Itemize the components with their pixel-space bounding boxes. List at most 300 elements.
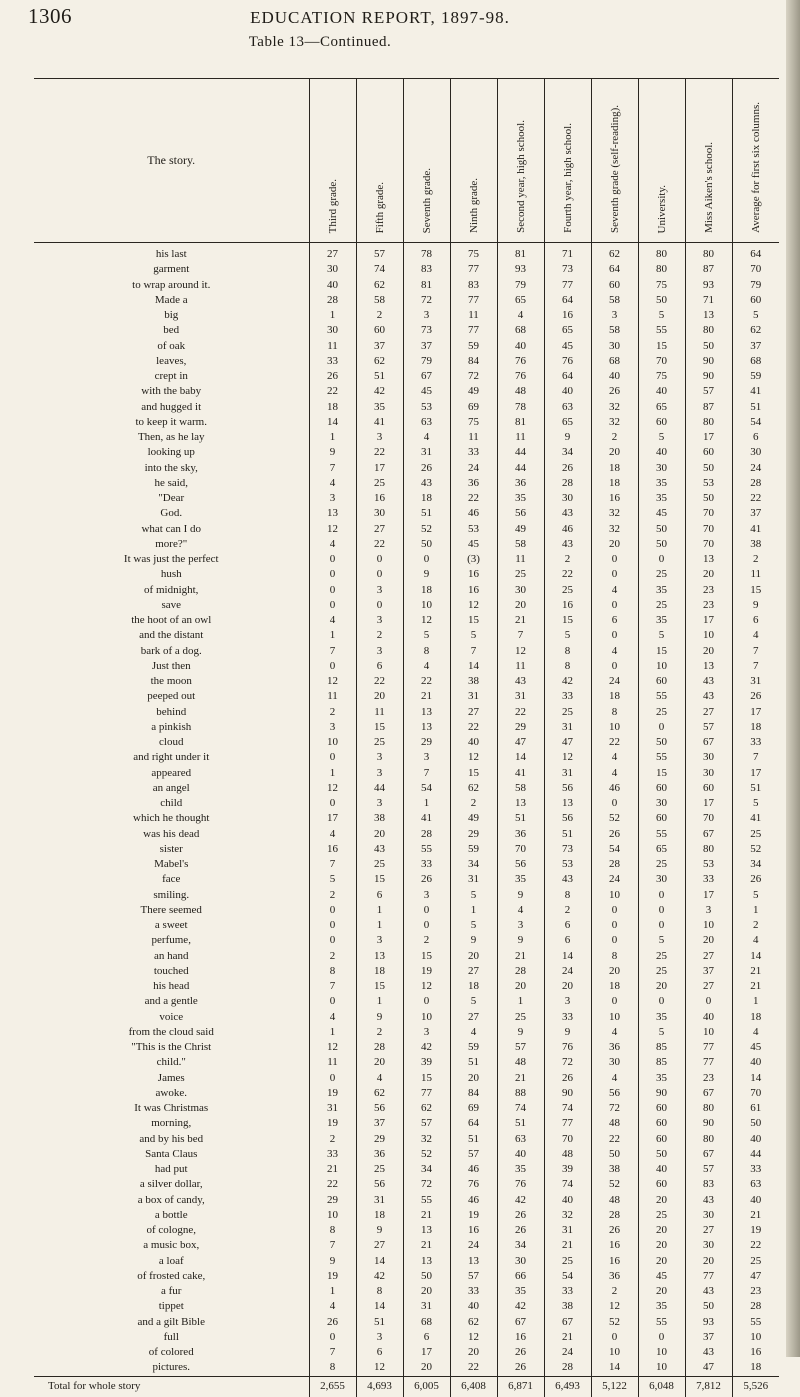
table-cell: 48 — [544, 1147, 591, 1162]
column-header — [544, 79, 591, 243]
column-header — [450, 79, 497, 243]
table-cell: 77 — [544, 1116, 591, 1131]
table-cell: 57 — [685, 720, 732, 735]
story-phrase: a fur — [161, 1285, 182, 1298]
table-cell: 17 — [685, 430, 732, 445]
table-row — [34, 1345, 779, 1360]
table-cell: 64 — [450, 1116, 497, 1131]
table-row — [34, 1360, 779, 1376]
table-cell: 3 — [497, 918, 544, 933]
table-cell: 15 — [732, 583, 779, 598]
table-cell: 21 — [309, 1162, 356, 1177]
table-cell: 0 — [591, 628, 638, 643]
story-phrase: a pinkish — [151, 720, 192, 733]
table-cell: 1 — [732, 903, 779, 918]
table-cell: 90 — [544, 1086, 591, 1101]
table-cell: 60 — [356, 323, 403, 338]
table-cell: 32 — [591, 400, 638, 415]
table-cell: 70 — [497, 842, 544, 857]
table-cell: 55 — [638, 1315, 685, 1330]
table-cell: 51 — [450, 1132, 497, 1147]
table-cell: 13 — [309, 506, 356, 521]
table-cell: 60 — [638, 674, 685, 689]
story-phrase: his last — [155, 248, 187, 261]
table-cell: 14 — [732, 1071, 779, 1086]
story-phrase: James — [157, 1071, 185, 1084]
table-cell: 28 — [403, 827, 450, 842]
table-cell: 25 — [638, 567, 685, 582]
table-cell: 19 — [309, 1086, 356, 1101]
table-cell: 20 — [497, 979, 544, 994]
table-cell: 35 — [356, 400, 403, 415]
story-phrase: a loaf — [158, 1254, 184, 1267]
table-cell: 85 — [638, 1055, 685, 1070]
table-cell: 0 — [638, 994, 685, 1009]
table-row — [34, 476, 779, 491]
table-cell: 18 — [591, 461, 638, 476]
story-phrase: the hoot of an owl — [131, 614, 212, 627]
table-cell: 52 — [732, 842, 779, 857]
table-cell: 31 — [544, 720, 591, 735]
table-cell: 3 — [309, 491, 356, 506]
table-row — [34, 1010, 779, 1025]
table-cell: 50 — [685, 461, 732, 476]
story-phrase: of oak — [157, 339, 186, 352]
table-cell: 70 — [544, 1132, 591, 1147]
table-cell: 4 — [309, 1010, 356, 1025]
table-cell: 12 — [309, 674, 356, 689]
table-cell: 0 — [638, 552, 685, 567]
table-cell: 14 — [450, 659, 497, 674]
table-cell: 26 — [309, 369, 356, 384]
table-cell: 39 — [403, 1055, 450, 1070]
table-cell: 10 — [638, 1345, 685, 1360]
table-cell: 3 — [356, 583, 403, 598]
table-cell: 1 — [403, 796, 450, 811]
table-cell: 31 — [544, 1223, 591, 1238]
table-cell: 5 — [732, 888, 779, 903]
table-cell: 13 — [685, 552, 732, 567]
table-cell: 26 — [544, 461, 591, 476]
table-cell: 47 — [685, 1360, 732, 1376]
table-row — [34, 1086, 779, 1101]
table-cell: 40 — [732, 1055, 779, 1070]
story-phrase: he said, — [154, 476, 189, 489]
table-cell: 26 — [497, 1360, 544, 1376]
table-cell: 3 — [356, 796, 403, 811]
story-phrase: save — [161, 598, 182, 611]
story-phrase: cloud — [159, 736, 184, 749]
table-cell: 90 — [685, 1116, 732, 1131]
table-cell: 26 — [497, 1223, 544, 1238]
table-cell: 0 — [309, 583, 356, 598]
table-cell: 38 — [544, 1299, 591, 1314]
table-cell: 5 — [638, 628, 685, 643]
story-phrase: It was Christmas — [134, 1102, 209, 1115]
table-cell: 12 — [309, 1040, 356, 1055]
table-row — [34, 903, 779, 918]
table-cell: 29 — [497, 720, 544, 735]
table-cell: 26 — [403, 872, 450, 887]
table-cell: 11 — [356, 705, 403, 720]
table-cell: 0 — [638, 903, 685, 918]
table-cell: 2 — [544, 903, 591, 918]
table-row — [34, 888, 779, 903]
table-cell: 0 — [591, 1330, 638, 1345]
table-cell: 11 — [497, 430, 544, 445]
table-row — [34, 522, 779, 537]
table-cell: 27 — [356, 522, 403, 537]
table-cell: 84 — [450, 354, 497, 369]
table-cell: 62 — [450, 1315, 497, 1330]
story-phrase: smiling. — [153, 888, 190, 901]
table-cell: 8 — [544, 659, 591, 674]
table-cell: 6 — [591, 613, 638, 628]
table-row — [34, 384, 779, 399]
table-cell: 55 — [638, 827, 685, 842]
table-cell: 37 — [403, 339, 450, 354]
story-phrase: "Dear — [158, 492, 185, 505]
table-cell: 63 — [497, 1132, 544, 1147]
table-cell: 27 — [450, 964, 497, 979]
story-phrase: looking up — [147, 446, 195, 459]
table-cell: 35 — [638, 1010, 685, 1025]
table-cell: 10 — [403, 598, 450, 613]
table-cell: 65 — [638, 842, 685, 857]
table-cell: 0 — [591, 918, 638, 933]
table-cell: 3 — [356, 430, 403, 445]
table-cell: 22 — [309, 384, 356, 399]
table-cell: 2 — [732, 552, 779, 567]
table-cell: 30 — [638, 796, 685, 811]
table-cell: 52 — [403, 522, 450, 537]
table-cell: 41 — [403, 811, 450, 826]
table-cell: 0 — [309, 1071, 356, 1086]
table-cell: 9 — [544, 1025, 591, 1040]
table-row — [34, 933, 779, 948]
column-header-story: The story. — [34, 79, 309, 243]
table-cell: 32 — [403, 1132, 450, 1147]
table-row — [34, 1269, 779, 1284]
table-cell: 77 — [403, 1086, 450, 1101]
table-cell: 0 — [309, 933, 356, 948]
table-cell: 40 — [544, 1193, 591, 1208]
table-row — [34, 1132, 779, 1147]
table-cell: 5 — [309, 872, 356, 887]
table-row — [34, 354, 779, 369]
table-cell: 10 — [638, 1360, 685, 1376]
table-cell: 17 — [685, 888, 732, 903]
table-cell: 87 — [685, 400, 732, 415]
table-cell: 0 — [309, 659, 356, 674]
table-row — [34, 243, 779, 263]
table-cell: 22 — [356, 445, 403, 460]
table-cell: 33 — [450, 445, 497, 460]
table-cell: 7 — [732, 644, 779, 659]
table-cell: 3 — [356, 1330, 403, 1345]
table-cell: 72 — [544, 1055, 591, 1070]
table-body — [34, 243, 779, 1397]
table-cell: 36 — [591, 1040, 638, 1055]
table-cell: 52 — [403, 1147, 450, 1162]
table-cell: 35 — [638, 476, 685, 491]
table-cell: 65 — [638, 400, 685, 415]
table-cell: 45 — [403, 384, 450, 399]
table-cell: 13 — [685, 659, 732, 674]
table-cell: 25 — [356, 735, 403, 750]
story-phrase: which he thought — [133, 812, 210, 825]
table-cell: 4 — [732, 933, 779, 948]
table-cell: 31 — [309, 1101, 356, 1116]
table-cell: 45 — [544, 339, 591, 354]
table-cell: 16 — [450, 567, 497, 582]
table-cell: 77 — [685, 1055, 732, 1070]
table-cell: 43 — [497, 674, 544, 689]
table-cell: 25 — [356, 476, 403, 491]
table-cell: 40 — [450, 1299, 497, 1314]
table-cell: 6 — [356, 659, 403, 674]
story-phrase: morning, — [151, 1117, 192, 1130]
table-cell: 80 — [685, 842, 732, 857]
table-cell: 1 — [309, 1284, 356, 1299]
table-cell: 17 — [309, 811, 356, 826]
table-cell: 9 — [497, 933, 544, 948]
table-cell: 74 — [497, 1101, 544, 1116]
table-row — [34, 811, 779, 826]
table-cell: 33 — [732, 1162, 779, 1177]
table-cell: 0 — [591, 903, 638, 918]
column-header-label: Seventh grade. — [420, 167, 433, 233]
table-row — [34, 339, 779, 354]
table-cell: 40 — [544, 384, 591, 399]
table-cell: 55 — [732, 1315, 779, 1330]
table-cell: 30 — [685, 1208, 732, 1223]
table-cell: 16 — [450, 1223, 497, 1238]
table-cell: 49 — [450, 811, 497, 826]
table-cell: 37 — [356, 1116, 403, 1131]
table-cell: 46 — [450, 1162, 497, 1177]
table-cell: 27 — [356, 1238, 403, 1253]
table-row — [34, 994, 779, 1009]
table-cell: 12 — [403, 979, 450, 994]
table-cell: 8 — [403, 644, 450, 659]
table-cell: 24 — [732, 461, 779, 476]
table-cell: 74 — [544, 1101, 591, 1116]
table-cell: 16 — [591, 491, 638, 506]
column-header — [403, 79, 450, 243]
table-cell: 63 — [544, 400, 591, 415]
table-cell: 55 — [403, 842, 450, 857]
table-cell: 15 — [638, 644, 685, 659]
table-cell: 41 — [732, 811, 779, 826]
table-cell: 20 — [450, 949, 497, 964]
table-cell: 80 — [685, 243, 732, 263]
story-phrase: full — [163, 1330, 179, 1343]
story-phrase: of cologne, — [146, 1224, 196, 1237]
table-cell: 40 — [638, 384, 685, 399]
table-cell: 55 — [638, 323, 685, 338]
table-cell: 15 — [356, 720, 403, 735]
table-cell: 2 — [732, 918, 779, 933]
story-phrase: There seemed — [140, 903, 202, 916]
table-cell: 2 — [356, 1025, 403, 1040]
table-cell: 20 — [685, 933, 732, 948]
table-cell: 57 — [497, 1040, 544, 1055]
table-cell: 3 — [403, 750, 450, 765]
story-phrase: hush — [160, 568, 182, 581]
table-cell: 21 — [544, 1238, 591, 1253]
table-cell: 10 — [685, 918, 732, 933]
table-cell: 50 — [403, 537, 450, 552]
table-row — [34, 308, 779, 323]
table-cell: 51 — [450, 1055, 497, 1070]
table-cell: 42 — [544, 674, 591, 689]
table-cell: 10 — [638, 659, 685, 674]
table-cell: 70 — [685, 537, 732, 552]
table-cell: 74 — [356, 262, 403, 277]
table-cell: 51 — [356, 1315, 403, 1330]
table-cell: 45 — [638, 506, 685, 521]
table-row — [34, 537, 779, 552]
table-cell: 83 — [403, 262, 450, 277]
table-cell: 4 — [732, 628, 779, 643]
table-cell: 51 — [497, 811, 544, 826]
story-phrase: garment — [153, 263, 190, 276]
table-cell: 7 — [309, 1345, 356, 1360]
table-cell: 70 — [685, 506, 732, 521]
story-phrase: big — [164, 309, 179, 322]
table-cell: 20 — [638, 1238, 685, 1253]
table-cell: 42 — [497, 1193, 544, 1208]
table-cell: 28 — [591, 1208, 638, 1223]
table-row — [34, 735, 779, 750]
story-phrase: Santa Claus — [145, 1147, 198, 1160]
table-cell: 78 — [403, 243, 450, 263]
table-cell: 25 — [497, 1010, 544, 1025]
table-cell: 0 — [638, 918, 685, 933]
table-cell: 70 — [685, 522, 732, 537]
table-cell: 13 — [403, 1254, 450, 1269]
table-cell: 20 — [497, 598, 544, 613]
story-phrase: and a gilt Bible — [137, 1315, 205, 1328]
table-cell: 87 — [685, 262, 732, 277]
table-cell: 45 — [732, 1040, 779, 1055]
table-cell: 22 — [591, 735, 638, 750]
table-cell: 30 — [497, 583, 544, 598]
table-cell: 73 — [544, 262, 591, 277]
table-cell: 28 — [732, 476, 779, 491]
table-cell: 9 — [403, 567, 450, 582]
table-cell: 26 — [309, 1315, 356, 1330]
table-cell: 0 — [403, 552, 450, 567]
table-cell: 27 — [450, 705, 497, 720]
table-cell: 1 — [356, 903, 403, 918]
table-cell: 24 — [544, 964, 591, 979]
table-cell: 88 — [497, 1086, 544, 1101]
table-cell: 77 — [685, 1269, 732, 1284]
table-cell: 18 — [591, 689, 638, 704]
table-cell: 10 — [591, 1010, 638, 1025]
table-cell: 0 — [309, 918, 356, 933]
table-cell: 77 — [685, 1040, 732, 1055]
table-cell: 26 — [544, 1071, 591, 1086]
table-cell: 16 — [450, 583, 497, 598]
table-cell: 9 — [497, 888, 544, 903]
table-cell: 47 — [732, 1269, 779, 1284]
table-row — [34, 827, 779, 842]
table-row — [34, 598, 779, 613]
table-cell: 40 — [638, 445, 685, 460]
table-cell: 2 — [403, 933, 450, 948]
table-cell: 15 — [356, 872, 403, 887]
table-cell: 17 — [732, 766, 779, 781]
table-cell: 35 — [497, 1162, 544, 1177]
table-cell: 32 — [544, 1208, 591, 1223]
table-row — [34, 750, 779, 765]
table-cell: 0 — [356, 567, 403, 582]
table-cell: 58 — [497, 781, 544, 796]
table-cell: 8 — [309, 1360, 356, 1376]
story-phrase: an angel — [152, 781, 190, 794]
story-phrase: appeared — [151, 766, 192, 779]
table-cell: 7 — [309, 644, 356, 659]
story-phrase: awoke. — [155, 1086, 187, 1099]
table-cell: 56 — [497, 857, 544, 872]
table-cell: 3 — [591, 308, 638, 323]
table-cell: 56 — [356, 1177, 403, 1192]
table-cell: 21 — [732, 979, 779, 994]
table-cell: 33 — [685, 872, 732, 887]
table-cell: 51 — [403, 506, 450, 521]
table-cell: 8 — [591, 705, 638, 720]
table-cell: 60 — [638, 1132, 685, 1147]
story-phrase: with the baby — [141, 385, 202, 398]
table-cell: 72 — [403, 1177, 450, 1192]
table-row — [34, 872, 779, 887]
table-cell: 17 — [356, 461, 403, 476]
story-phrase: Mabel's — [154, 858, 189, 871]
table-cell: 71 — [544, 243, 591, 263]
table-row — [34, 323, 779, 338]
table-cell: 5 — [638, 1025, 685, 1040]
table-cell: 33 — [450, 1284, 497, 1299]
column-header-label: Second year, high school. — [514, 120, 527, 233]
table-cell: 67 — [685, 735, 732, 750]
table-cell: 19 — [309, 1116, 356, 1131]
table-cell: 15 — [356, 979, 403, 994]
column-header-label: Average for first six columns. — [749, 102, 762, 233]
story-phrase: crept in — [154, 370, 188, 383]
table-cell: 2 — [356, 628, 403, 643]
table-cell: 19 — [732, 1223, 779, 1238]
table-cell: 50 — [685, 339, 732, 354]
table-cell: 35 — [497, 872, 544, 887]
table-cell: 50 — [638, 1147, 685, 1162]
table-row — [34, 1147, 779, 1162]
table-cell: 37 — [685, 1330, 732, 1345]
column-header-label: Seventh grade (self-reading). — [608, 105, 621, 233]
table-cell: 35 — [497, 491, 544, 506]
story-phrase: from the cloud said — [128, 1025, 214, 1038]
story-phrase: voice — [159, 1010, 184, 1023]
table-cell: 20 — [638, 1223, 685, 1238]
table-cell: 16 — [591, 1254, 638, 1269]
story-phrase: to keep it warm. — [135, 415, 207, 428]
table-cell: 12 — [356, 1360, 403, 1376]
table-cell: 7 — [732, 750, 779, 765]
story-phrase: child — [160, 797, 183, 810]
table-cell: 24 — [450, 461, 497, 476]
